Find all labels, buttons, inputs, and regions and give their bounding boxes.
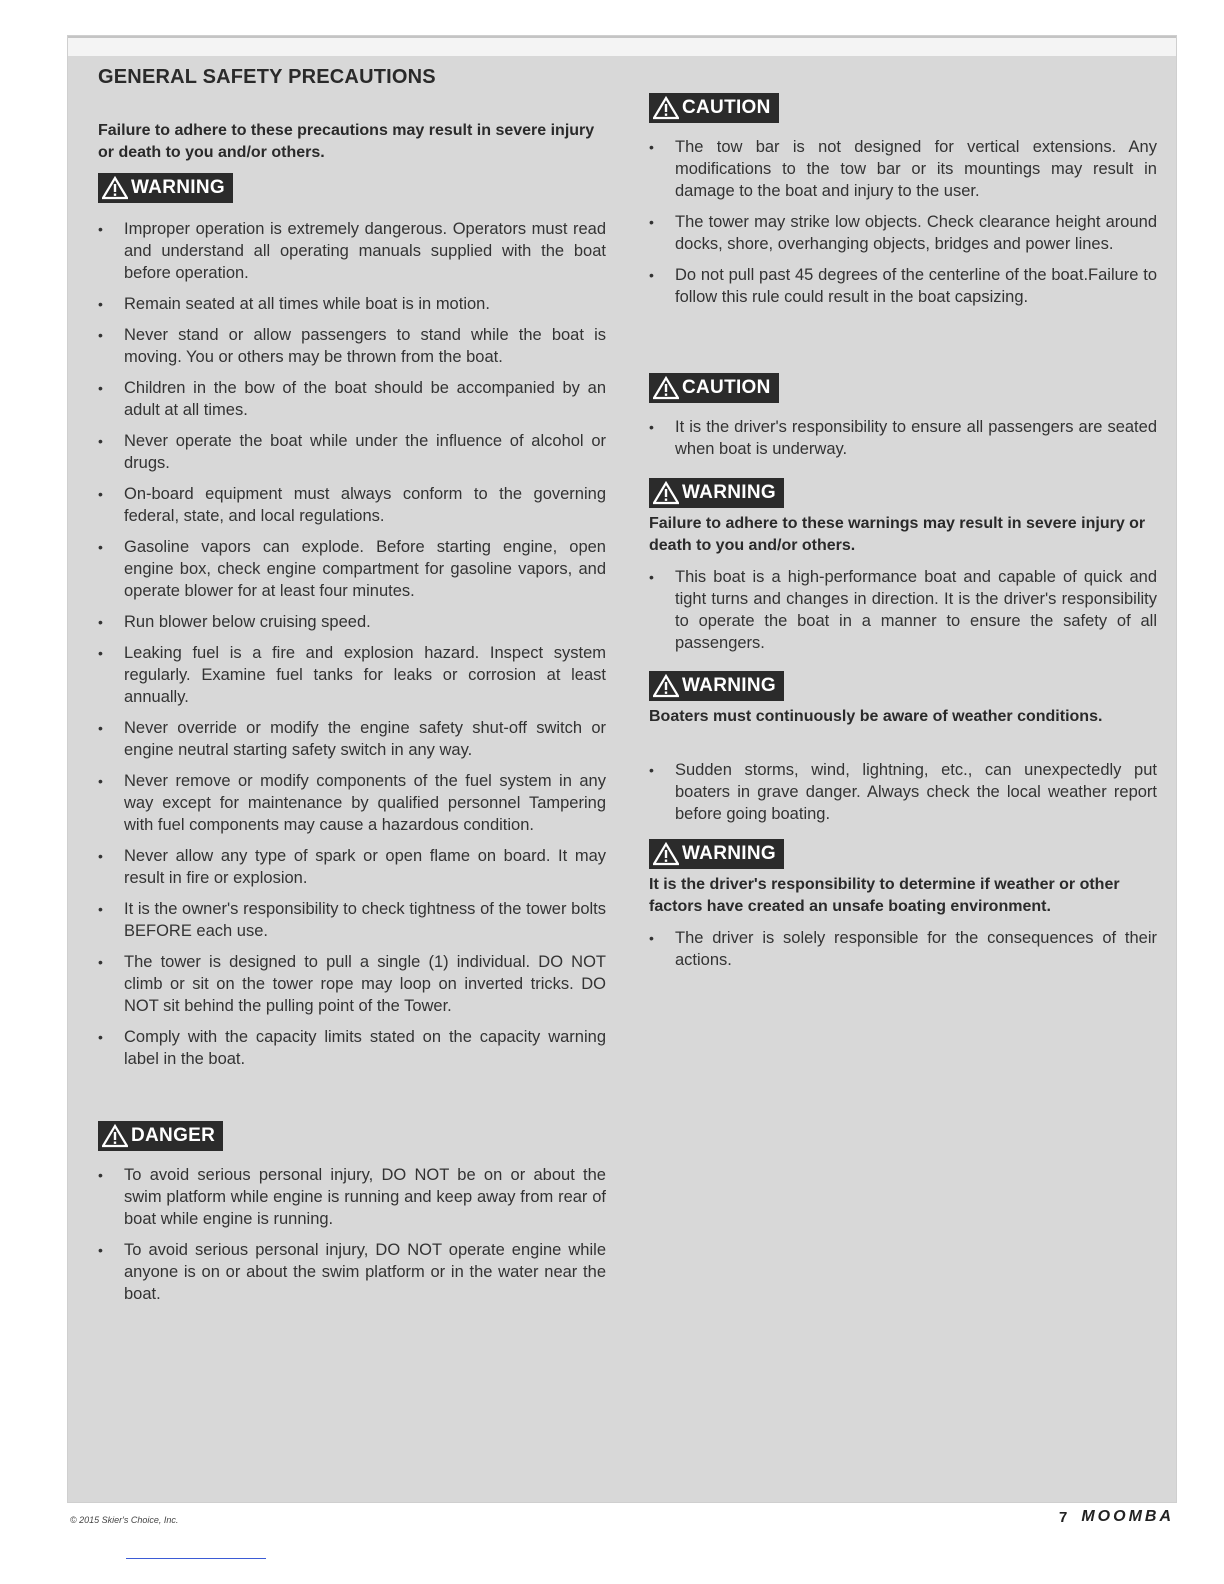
danger-label-text: DANGER [131,1125,216,1146]
list-item: • Never remove or modify components of the fuel system in any way except for maintenance by qualified personnel Tampering with fuel components may cause a hazardous condition. [98,770,606,836]
list-item: • On-board equipment must always conform to the governing federal, state, and local regulations. [98,483,606,527]
list-item: • Never operate the boat while under the influence of alcohol or drugs. [98,430,606,474]
warning-triangle-icon [102,1124,128,1148]
warning-lead: Boaters must continuously be aware of weather conditions. [649,708,1103,725]
list-item: • This boat is a high-performance boat and capable of quick and tight turns and changes in direction. It is the driver's responsibility to operate the boat in a manner to ensure the safety of all passengers. [649,566,1157,654]
page-number: 7 [1059,1508,1068,1526]
left-warning-label [98,173,233,205]
warning-lead: Failure to adhere to these warnings may result in severe injury or death to you and/or others. [649,515,1146,554]
page-title: GENERAL SAFETY PRECAUTIONS [98,66,436,88]
right-caution2-label [649,373,779,405]
left-warning-list [98,218,606,1079]
right-warning3-lead [649,874,1157,918]
left-danger-list [98,1164,606,1314]
list-item: • Never override or modify the engine safety shut-off switch or engine neutral starting safety switch in any way. [98,717,606,761]
list-item: • Improper operation is extremely dangerous. Operators must read and understand all operating manuals supplied with the boat before operation. [98,218,606,284]
warning-triangle-icon [653,674,679,698]
warning-label-text: WARNING [682,843,776,864]
right-warning3-list [649,927,1157,980]
list-item: • It is the driver's responsibility to ensure all passengers are seated when boat is underway. [649,416,1157,460]
warning-label [649,478,784,508]
warning-label [98,173,233,203]
list-item: • It is the owner's responsibility to check tightness of the tower bolts BEFORE each use. [98,898,606,942]
list-item: • Comply with the capacity limits stated on the capacity warning label in the boat. [98,1026,606,1070]
warning-lead: It is the driver's responsibility to determine if weather or other factors have created an unsafe boating environment. [649,876,1120,915]
warning-triangle-icon [653,481,679,505]
warning-triangle-icon [102,176,128,200]
left-danger-label [98,1121,223,1153]
caution-label [649,93,779,123]
content-panel [68,36,1176,1502]
right-warning2-lead [649,706,1157,728]
link-underline [126,1558,266,1559]
warning-label [649,839,784,869]
list-item: • To avoid serious personal injury, DO NOT operate engine while anyone is on or about the swim platform or in the water near the boat. [98,1239,606,1305]
right-warning2-list [649,759,1157,834]
brand-logo: MOOMBA [1081,1508,1174,1525]
list-item: • Children in the bow of the boat should be accompanied by an adult at all times. [98,377,606,421]
right-warning3-label [649,839,784,871]
list-item: • Gasoline vapors can explode. Before starting engine, open engine box, check engine compartment for gasoline vapors, and operate blower for at least four minutes. [98,536,606,602]
list-item: • Leaking fuel is a fire and explosion hazard. Inspect system regularly. Examine fuel tanks for leaks or corrosion at least annually. [98,642,606,708]
right-warning2-label [649,671,784,703]
copyright-text: © 2015 Skier's Choice, Inc. [70,1515,179,1525]
list-item: • Run blower below cruising speed. [98,611,606,633]
warning-triangle-icon [653,842,679,866]
right-warning1-lead [649,513,1157,557]
right-caution2-list [649,416,1157,469]
list-item: • The tower is designed to pull a single (1) individual. DO NOT climb or sit on the tower rope may loop on inverted tricks. DO NOT sit behind the pulling point of the Tower. [98,951,606,1017]
list-item: • The tower may strike low objects. Check clearance height around docks, shore, overhanging objects, bridges and power lines. [649,211,1157,255]
list-item: • To avoid serious personal injury, DO NOT be on or about the swim platform while engine is running and keep away from rear of boat while engine is running. [98,1164,606,1230]
list-item: • Remain seated at all times while boat is in motion. [98,293,606,315]
list-item: • Sudden storms, wind, lightning, etc., can unexpectedly put boaters in grave danger. Always check the local weather report before going boating. [649,759,1157,825]
warning-label-text: WARNING [682,482,776,503]
warning-label-text: WARNING [131,177,225,198]
list-item: • Never stand or allow passengers to stand while the boat is moving. You or others may be thrown from the boat. [98,324,606,368]
warning-label-text: WARNING [682,675,776,696]
caution-label-text: CAUTION [682,377,771,398]
warning-triangle-icon [653,376,679,400]
right-warning1-label [649,478,784,510]
danger-label [98,1121,223,1151]
list-item: • The tow bar is not designed for vertical extensions. Any modifications to the tow bar or its mountings may result in damage to the boat and injury to the user. [649,136,1157,202]
caution-label [649,373,779,403]
right-caution1-list [649,136,1157,317]
list-item: • The driver is solely responsible for the consequences of their actions. [649,927,1157,971]
warning-label [649,671,784,701]
left-intro [98,120,606,164]
right-caution1-label [649,93,779,125]
list-item: • Never allow any type of spark or open flame on board. It may result in fire or explosion. [98,845,606,889]
warning-triangle-icon [653,96,679,120]
right-warning1-list [649,566,1157,663]
caution-label-text: CAUTION [682,97,771,118]
precautions-intro: Failure to adhere to these precautions may result in severe injury or death to you and/or others. [98,122,595,161]
list-item: • Do not pull past 45 degrees of the centerline of the boat.Failure to follow this rule could result in the boat capsizing. [649,264,1157,308]
page-footer [1059,1508,1174,1526]
panel-top-strip [68,38,1176,56]
